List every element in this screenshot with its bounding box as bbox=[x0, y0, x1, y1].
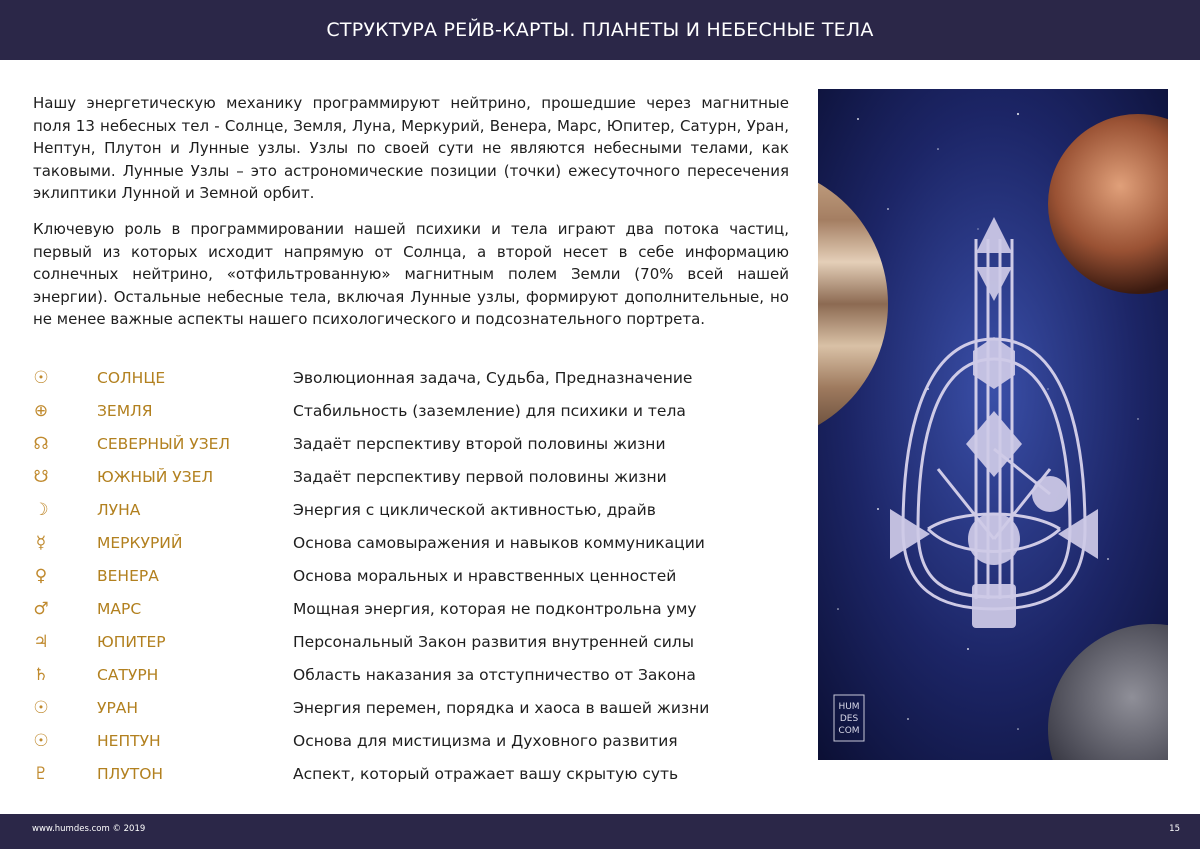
planet-name: НЕПТУН bbox=[97, 732, 161, 750]
planet-name: СОЛНЦЕ bbox=[97, 369, 166, 387]
planet-list bbox=[33, 366, 773, 795]
north-node-icon: ☊ bbox=[33, 434, 49, 454]
planet-name: ЗЕМЛЯ bbox=[97, 402, 153, 420]
planet-row bbox=[33, 399, 773, 432]
planet-meaning: Основа самовыражения и навыков коммуникации bbox=[293, 534, 705, 552]
logo-line-2: DES bbox=[839, 714, 859, 724]
intro-paragraph-2: Ключевую роль в программировании нашей психики и тела играют два потока частиц, первый из которых исходит напрямую от Солнца, а второй несет в себе информацию солнечных нейтрино, «отфильтрованную» магнитным полем Земли (70% всей нашей энергии). Остальные небесные тела, включая Лунные узлы, формируют дополнительные, но не менее важные аспекты нашего психологического и подсознательного портрета. bbox=[33, 220, 789, 328]
planet-meaning: Задаёт перспективу первой половины жизни bbox=[293, 468, 667, 486]
planet-meaning: Энергия перемен, порядка и хаоса в вашей жизни bbox=[293, 699, 710, 717]
planet-row bbox=[33, 597, 773, 630]
saturn-icon: ♄ bbox=[33, 665, 49, 685]
intro-paragraph-1: Нашу энергетическую механику программируют нейтрино, прошедшие через магнитные поля 13 небесных тел - Солнце, Земля, Луна, Меркурий, Венера, Марс, Юпитер, Сатурн, Уран, Нептун, Плутон и Лунные узлы. Узлы по своей сути не являются небесными телами, как таковыми. Лунные Узлы – это астрономические позиции (точки) ежесуточного пересечения эклиптики Лунной и Земной орбит. bbox=[33, 94, 789, 202]
planet-row bbox=[33, 564, 773, 597]
planet-row bbox=[33, 630, 773, 663]
sun-icon: ☉ bbox=[33, 368, 49, 388]
planet-name: ПЛУТОН bbox=[97, 765, 164, 783]
planet-meaning: Энергия с циклической активностью, драйв bbox=[293, 501, 656, 519]
planet-row bbox=[33, 366, 773, 399]
jupiter-icon: ♃ bbox=[33, 632, 49, 652]
planet-name: САТУРН bbox=[97, 666, 159, 684]
planet-name: СЕВЕРНЫЙ УЗЕЛ bbox=[97, 435, 231, 453]
planet-row bbox=[33, 696, 773, 729]
planet-name: МЕРКУРИЙ bbox=[97, 534, 183, 552]
planet-meaning: Эволюционная задача, Судьба, Предназначение bbox=[293, 369, 693, 387]
page-title: СТРУКТУРА РЕЙВ-КАРТЫ. ПЛАНЕТЫ И НЕБЕСНЫЕ ТЕЛА bbox=[326, 19, 874, 41]
page-footer bbox=[0, 814, 1200, 849]
planet-row bbox=[33, 729, 773, 762]
neptune-icon: ☉ bbox=[33, 731, 49, 751]
planet-meaning: Основа для мистицизма и Духовного развития bbox=[293, 732, 678, 750]
planet-name: ЮПИТЕР bbox=[97, 633, 166, 651]
uranus-icon: ☉ bbox=[33, 698, 49, 718]
planet-row bbox=[33, 663, 773, 696]
planet-row bbox=[33, 465, 773, 498]
planet-meaning: Область наказания за отступничество от Закона bbox=[293, 666, 696, 684]
planet-row bbox=[33, 498, 773, 531]
planet-meaning: Мощная энергия, которая не подконтрольна уму bbox=[293, 600, 697, 618]
planet-meaning: Основа моральных и нравственных ценностей bbox=[293, 567, 677, 585]
earth-icon: ⊕ bbox=[33, 401, 49, 421]
planet-row bbox=[33, 432, 773, 465]
bodygraph-svg bbox=[818, 89, 1168, 760]
south-node-icon: ☋ bbox=[33, 467, 49, 487]
planet-name: ВЕНЕРА bbox=[97, 567, 159, 585]
page-header bbox=[0, 0, 1200, 60]
planet-meaning: Аспект, который отражает вашу скрытую суть bbox=[293, 765, 679, 783]
venus-icon: ♀ bbox=[34, 566, 48, 586]
moon-icon: ☽ bbox=[33, 500, 49, 520]
page-number: 15 bbox=[1169, 824, 1180, 834]
footer-site-link[interactable]: www.humdes.com © 2019 bbox=[32, 824, 146, 834]
planet-meaning: Задаёт перспективу второй половины жизни bbox=[293, 435, 666, 453]
planet-meaning: Персональный Закон развития внутренней силы bbox=[293, 633, 694, 651]
pluto-icon: ♇ bbox=[33, 764, 49, 784]
planet-row bbox=[33, 531, 773, 564]
bodygraph-illustration bbox=[818, 89, 1168, 760]
planet-name: УРАН bbox=[97, 699, 139, 717]
planet-meaning: Стабильность (заземление) для психики и тела bbox=[293, 402, 686, 420]
logo-line-1: HUM bbox=[838, 702, 860, 712]
planet-row bbox=[33, 762, 773, 795]
mercury-icon: ☿ bbox=[35, 533, 47, 553]
mars-icon: ♂ bbox=[33, 599, 49, 619]
planet-name: ЮЖНЫЙ УЗЕЛ bbox=[97, 468, 214, 486]
logo-line-3: COM bbox=[838, 726, 860, 736]
planet-name: МАРС bbox=[97, 600, 142, 618]
planet-name: ЛУНА bbox=[97, 501, 141, 519]
